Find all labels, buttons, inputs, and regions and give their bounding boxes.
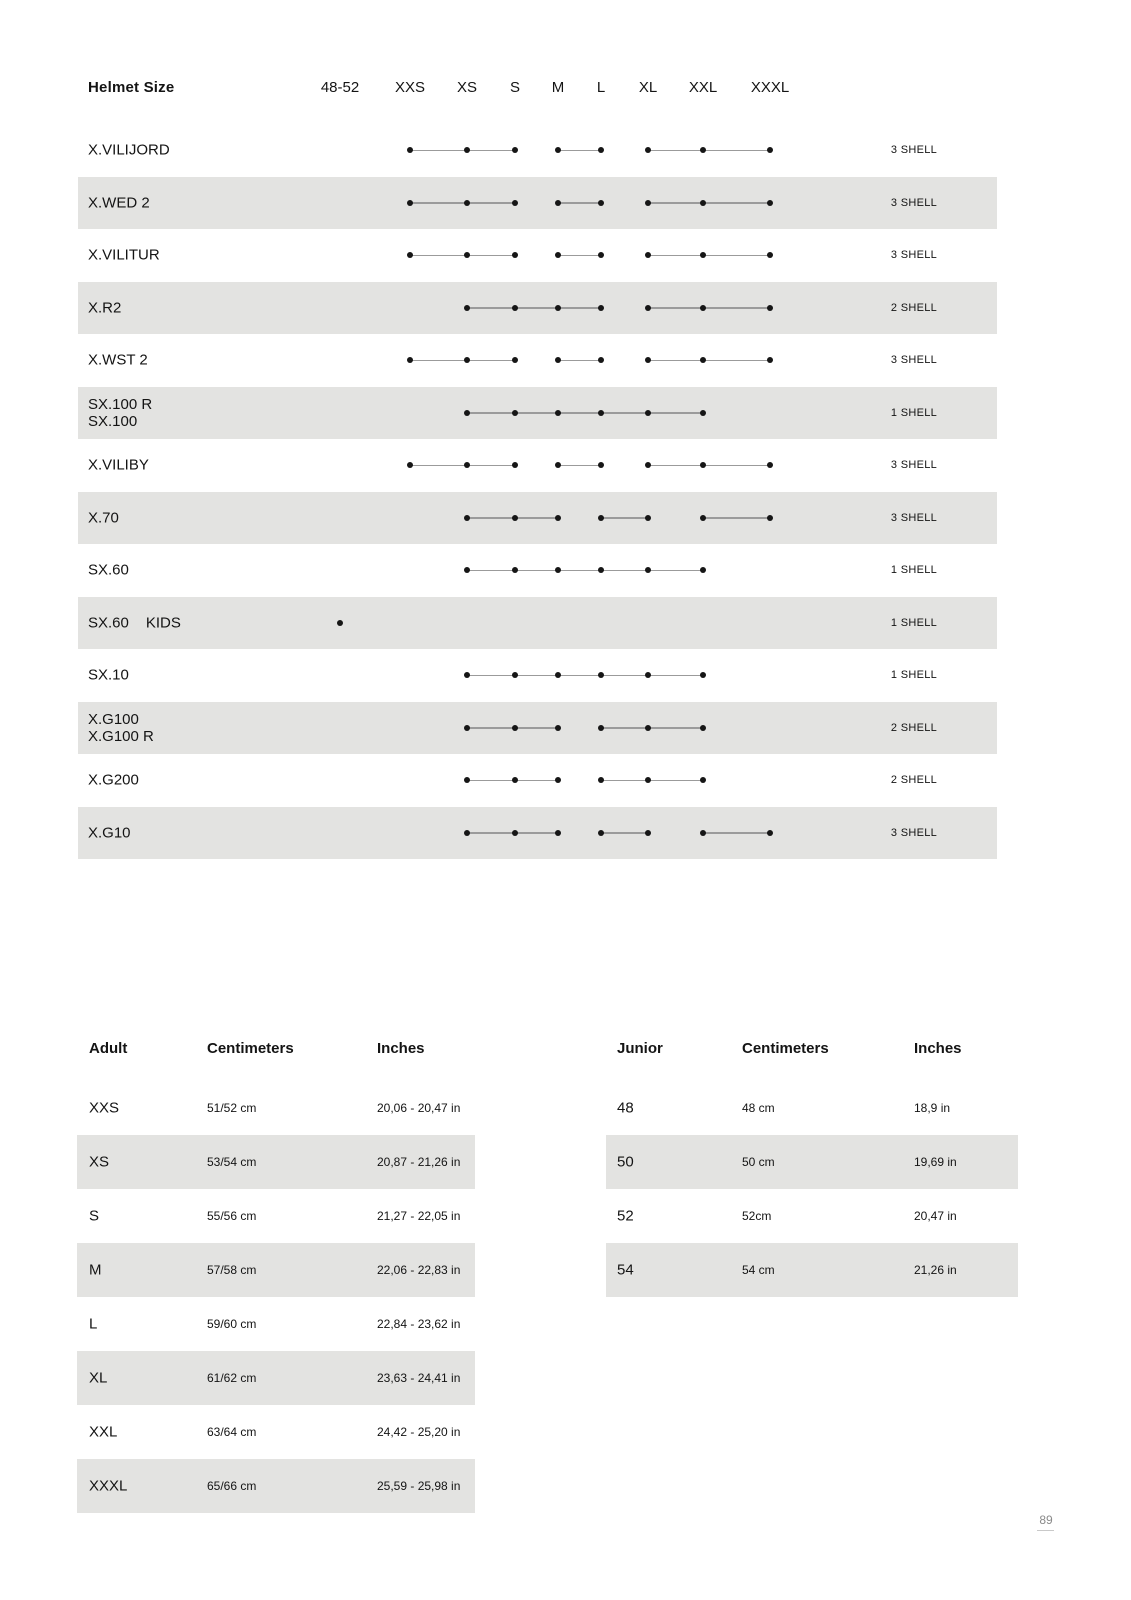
size-dot-m <box>555 305 561 311</box>
centimeters-value: 50 cm <box>742 1155 775 1169</box>
size-dot-m <box>555 462 561 468</box>
size-dot-l <box>598 830 604 836</box>
size-label: 50 <box>617 1153 634 1171</box>
size-dot-l <box>598 305 604 311</box>
size-dot-s <box>512 672 518 678</box>
inches-value: 20,47 in <box>914 1209 957 1223</box>
size-column-label-48-52: 48-52 <box>320 79 360 96</box>
size-dot-l <box>598 515 604 521</box>
size-range-line <box>558 255 601 257</box>
size-dot-l <box>598 672 604 678</box>
size-dot-s <box>512 200 518 206</box>
size-label: 54 <box>617 1261 634 1279</box>
size-dot-l <box>598 357 604 363</box>
size-dot-l <box>598 410 604 416</box>
size-dot-l <box>598 200 604 206</box>
helmet-model-name: X.G200 <box>88 771 139 789</box>
size-dot-s <box>512 147 518 153</box>
size-label: S <box>89 1207 100 1225</box>
helmet-model-name: X.R2 <box>88 299 122 317</box>
size-label: XL <box>89 1369 108 1387</box>
adult-row-m <box>77 1243 475 1297</box>
junior-header-size: Junior <box>617 1040 663 1057</box>
size-column-label-l: L <box>596 79 606 96</box>
helmet-model-name: X.VILITUR <box>88 246 160 264</box>
helmet-model-name: X.VILIJORD <box>88 141 170 159</box>
size-dot-m <box>555 567 561 573</box>
size-dot-l <box>598 147 604 153</box>
size-dot-s <box>512 567 518 573</box>
size-dot-s <box>512 305 518 311</box>
adult-row-xs <box>77 1135 475 1189</box>
centimeters-value: 53/54 cm <box>207 1155 257 1169</box>
size-dot-m <box>555 777 561 783</box>
helmet-model-name: SX.10 <box>88 666 129 684</box>
centimeters-value: 51/52 cm <box>207 1101 257 1115</box>
helmet-model-name: X.WED 2 <box>88 194 150 212</box>
junior-row-50 <box>606 1135 1018 1189</box>
centimeters-value: 63/64 cm <box>207 1425 257 1439</box>
shell-count-label: 2 SHELL <box>890 774 938 787</box>
shell-count-label: 2 SHELL <box>890 301 938 314</box>
inches-value: 25,59 - 25,98 in <box>377 1479 461 1493</box>
shell-count-label: 3 SHELL <box>890 459 938 472</box>
inches-value: 20,06 - 20,47 in <box>377 1101 461 1115</box>
size-dot-m <box>555 410 561 416</box>
adult-header-centimeters: Centimeters <box>207 1040 294 1057</box>
size-dot-s <box>512 462 518 468</box>
size-label: 52 <box>617 1207 634 1225</box>
centimeters-value: 54 cm <box>742 1263 775 1277</box>
helmet-model-name: X.70 <box>88 509 119 527</box>
helmet-model-name: X.WST 2 <box>88 351 148 369</box>
inches-value: 19,69 in <box>914 1155 957 1169</box>
shell-count-label: 1 SHELL <box>890 564 938 577</box>
inches-value: 20,87 - 21,26 in <box>377 1155 461 1169</box>
inches-value: 23,63 - 24,41 in <box>377 1371 461 1385</box>
size-range-line <box>467 307 601 309</box>
size-dot-l <box>598 725 604 731</box>
size-label: M <box>89 1261 102 1279</box>
size-dot-s <box>512 410 518 416</box>
size-dot-m <box>555 252 561 258</box>
centimeters-value: 52cm <box>742 1209 772 1223</box>
size-dot-m <box>555 830 561 836</box>
centimeters-value: 59/60 cm <box>207 1317 257 1331</box>
helmet-model-name: X.G100 <box>88 710 139 728</box>
helmet-model-name: X.VILIBY <box>88 456 149 474</box>
size-column-label-xs: XS <box>456 79 478 96</box>
size-dot-s <box>512 830 518 836</box>
helmet-model-name: SX.100 <box>88 412 138 430</box>
adult-row-xxl <box>77 1405 475 1459</box>
size-dot-s <box>512 725 518 731</box>
centimeters-value: 48 cm <box>742 1101 775 1115</box>
helmet-model-name: SX.60 <box>88 614 129 632</box>
junior-row-52 <box>606 1189 1018 1243</box>
size-column-label-s: S <box>509 79 521 96</box>
inches-value: 22,06 - 22,83 in <box>377 1263 461 1277</box>
junior-row-48 <box>606 1081 1018 1135</box>
size-label: XXS <box>89 1099 120 1117</box>
size-range-line <box>558 360 601 362</box>
page-number-rule <box>1037 1530 1054 1531</box>
junior-row-54 <box>606 1243 1018 1297</box>
size-dot-s <box>512 252 518 258</box>
adult-row-l <box>77 1297 475 1351</box>
inches-value: 18,9 in <box>914 1101 951 1115</box>
inches-value: 22,84 - 23,62 in <box>377 1317 461 1331</box>
helmet-model-name: X.G100 R <box>88 727 154 745</box>
size-dot-m <box>555 725 561 731</box>
adult-row-s <box>77 1189 475 1243</box>
page-number-value: 89 <box>1039 1513 1053 1527</box>
size-column-label-xxxl: XXXL <box>750 79 790 96</box>
size-range-line <box>558 465 601 467</box>
helmet-model-name: X.G10 <box>88 824 131 842</box>
size-column-label-xxs: XXS <box>394 79 426 96</box>
size-dot-l <box>598 252 604 258</box>
centimeters-value: 55/56 cm <box>207 1209 257 1223</box>
junior-table-header <box>606 1040 1018 1058</box>
helmet-size-title: Helmet Size <box>88 79 175 96</box>
size-dot-l <box>598 777 604 783</box>
shell-count-label: 3 SHELL <box>890 144 938 157</box>
shell-count-label: 1 SHELL <box>890 406 938 419</box>
shell-count-label: 2 SHELL <box>890 721 938 734</box>
size-range-line <box>558 150 601 152</box>
helmet-model-suffix: KIDS <box>145 614 181 632</box>
size-column-label-xl: XL <box>638 79 658 96</box>
size-dot-m <box>555 357 561 363</box>
size-label: XXL <box>89 1423 118 1441</box>
size-dot-m <box>555 672 561 678</box>
size-label: XS <box>89 1153 110 1171</box>
shell-count-label: 3 SHELL <box>890 354 938 367</box>
size-dot-s <box>512 777 518 783</box>
adult-header-inches: Inches <box>377 1040 425 1057</box>
shell-count-label: 1 SHELL <box>890 616 938 629</box>
adult-header-size: Adult <box>89 1040 128 1057</box>
inches-value: 21,27 - 22,05 in <box>377 1209 461 1223</box>
adult-table-rows <box>77 1081 475 1513</box>
size-dot-s <box>512 515 518 521</box>
inches-value: 24,42 - 25,20 in <box>377 1425 461 1439</box>
adult-row-xxs <box>77 1081 475 1135</box>
inches-value: 21,26 in <box>914 1263 957 1277</box>
size-dot-m <box>555 515 561 521</box>
size-range-line <box>558 202 601 204</box>
adult-row-xl <box>77 1351 475 1405</box>
shell-count-label: 3 SHELL <box>890 826 938 839</box>
shell-count-label: 3 SHELL <box>890 196 938 209</box>
shell-count-label: 3 SHELL <box>890 249 938 262</box>
page-number <box>1036 1513 1056 1527</box>
size-label: XXXL <box>89 1477 128 1495</box>
centimeters-value: 65/66 cm <box>207 1479 257 1493</box>
size-column-label-m: M <box>551 79 565 96</box>
adult-size-table <box>77 0 478 1600</box>
size-dot-s <box>512 357 518 363</box>
shell-count-label: 1 SHELL <box>890 669 938 682</box>
helmet-model-name: SX.60 <box>88 561 129 579</box>
centimeters-value: 61/62 cm <box>207 1371 257 1385</box>
size-dot-m <box>555 147 561 153</box>
junior-header-centimeters: Centimeters <box>742 1040 829 1057</box>
junior-size-table <box>606 0 1018 1600</box>
adult-table-header <box>77 1040 475 1058</box>
centimeters-value: 57/58 cm <box>207 1263 257 1277</box>
size-dot-m <box>555 200 561 206</box>
size-dot-l <box>598 462 604 468</box>
size-column-label-xxl: XXL <box>688 79 718 96</box>
size-dot-l <box>598 567 604 573</box>
size-label: L <box>89 1315 98 1333</box>
junior-table-rows <box>606 1081 1018 1297</box>
shell-count-label: 3 SHELL <box>890 511 938 524</box>
adult-row-xxxl <box>77 1459 475 1513</box>
junior-header-inches: Inches <box>914 1040 962 1057</box>
size-label: 48 <box>617 1099 634 1117</box>
helmet-model-name: SX.100 R <box>88 395 153 413</box>
